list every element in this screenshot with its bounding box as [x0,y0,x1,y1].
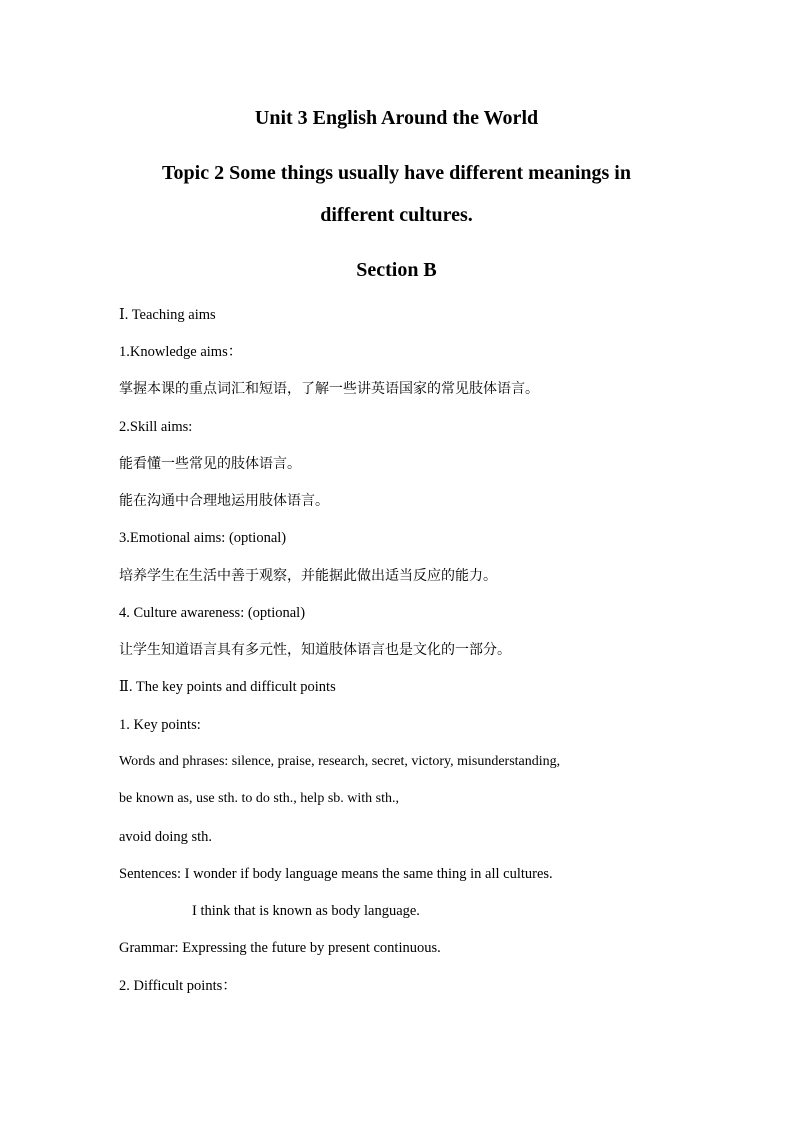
teaching-aims-heading: Ⅰ. Teaching aims [119,307,216,323]
key-points-heading: Ⅱ. The key points and difficult points [119,679,336,695]
knowledge-aims-text: 掌握本课的重点词汇和短语，了解一些讲英语国家的常见肢体语言。 [119,381,539,397]
emotional-aims-label: 3.Emotional aims: (optional) [119,530,287,546]
sentences-line-2: I think that is known as body language. [192,903,420,919]
sentences-line-1: Sentences: I wonder if body language means the same thing in all cultures. [119,866,553,882]
emotional-aims-text: 培养学生在生活中善于观察，并能据此做出适当反应的能力。 [119,568,497,584]
skill-aims-label: 2.Skill aims: [119,419,193,435]
culture-awareness-text: 让学生知道语言具有多元性，知道肢体语言也是文化的一部分。 [119,642,511,658]
unit-title: Unit 3 English Around the World [254,107,539,129]
culture-awareness-label: 4. Culture awareness: (optional) [119,605,306,621]
words-phrases-line-3: avoid doing sth. [119,829,213,845]
knowledge-aims-label: 1.Knowledge aims： [119,344,243,360]
words-phrases-line-1: Words and phrases: silence, praise, research, secret, victory, misunderstanding, [119,754,561,769]
topic-title-line-2: different cultures. [320,204,473,226]
words-phrases-line-2: be known as, use sth. to do sth., help sb. with sth., [119,791,399,806]
key-points-label: 1. Key points: [119,717,201,733]
difficult-points-label: 2. Difficult points： [119,978,237,994]
skill-aims-text-1: 能看懂一些常见的肢体语言。 [119,456,301,472]
grammar-line: Grammar: Expressing the future by present continuous. [119,940,441,956]
skill-aims-text-2: 能在沟通中合理地运用肢体语言。 [119,493,329,509]
section-title: Section B [356,259,437,281]
topic-title-line-1: Topic 2 Some things usually have different meanings in [162,162,631,184]
